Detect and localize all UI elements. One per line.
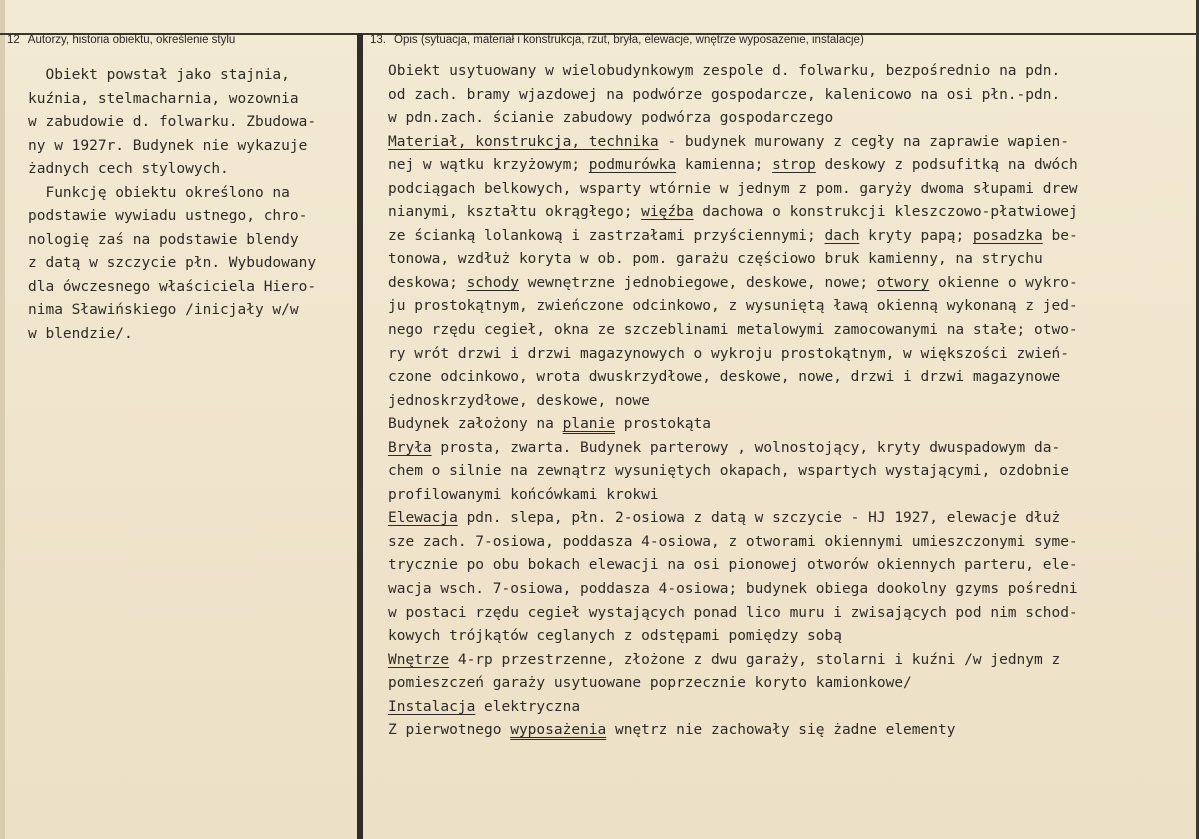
- section-title: Autorzy, historia obiektu, określenie stylu: [27, 34, 236, 46]
- text-segment: pomieszczeń garaży usytuowane poprzecznie koryto kamionkowe/: [388, 675, 912, 692]
- text-segment: nianymi, kształtu okrągłego;: [388, 204, 642, 221]
- text-line: [388, 295, 1196, 319]
- underlined-term: strop: [772, 157, 816, 174]
- text-line: dla ówczesnego właściciela Hiero-: [28, 278, 317, 295]
- text-segment: czone odcinkowo, wrota dwuskrzydłowe, deskowe, nowe, drzwi i drzwi magazynowe: [388, 369, 1061, 386]
- text-line: [388, 507, 1196, 531]
- text-line: [388, 225, 1196, 249]
- text-segment: profilowanymi końcówkami krokwi: [388, 486, 659, 503]
- text-segment: chem o silnie na zewnątrz wysuniętych okapach, wspartych wystającymi, ozdobnie: [388, 463, 1069, 480]
- underlined-term: Materiał, konstrukcja, technika: [388, 133, 659, 150]
- text-segment: od zach. bramy wjazdowej na podwórze gospodarcze, kalenicowo na osi płn.-pdn.: [388, 86, 1061, 103]
- text-line: [388, 201, 1196, 225]
- column-divider: [357, 33, 363, 839]
- text-segment: wacja wsch. 7-osiowa, poddasza 4-osiowa; budynek obiega dookolny gzyms pośredni: [388, 581, 1078, 598]
- text-line: nologię zaś na podstawie blendy: [28, 231, 299, 248]
- text-line: [388, 154, 1196, 178]
- text-line: [388, 460, 1196, 484]
- text-line: [388, 107, 1196, 131]
- text-line: [388, 554, 1196, 578]
- underlined-term: Wnętrze: [388, 651, 450, 668]
- text-line: [388, 343, 1196, 367]
- text-segment: okienne o wykro-: [929, 274, 1078, 291]
- text-segment: kryty papą;: [859, 227, 973, 244]
- double-underlined-term: wyposażenia: [510, 722, 607, 739]
- text-line: [388, 602, 1196, 626]
- text-line: żadnych cech stylowych.: [28, 161, 229, 178]
- text-line: [388, 672, 1196, 696]
- text-segment: be-: [1042, 227, 1078, 244]
- text-segment: w pdn.zach. ścianie zabudowy podwórza gospodarczego: [388, 110, 834, 127]
- text-segment: tonowa, wzdłuż koryta w ob. pom. garażu częściowo bruk kamienny, na strychu: [388, 251, 1043, 268]
- text-segment: podciągach belkowych, wsparty wtórnie w jednym z pom. garyży dwoma słupami drew: [388, 180, 1078, 197]
- underlined-term: schody: [466, 274, 519, 291]
- text-line: [388, 578, 1196, 602]
- underlined-term: podmurówka: [588, 157, 677, 174]
- text-line: [388, 178, 1196, 202]
- text-line: w blendzie/.: [28, 326, 133, 343]
- text-line: w zabudowie d. folwarku. Zbudowa-: [28, 114, 317, 131]
- text-segment: prosta, zwarta. Budynek parterowy , wolnostojący, kryty dwuspadowym da-: [431, 439, 1061, 456]
- history-text: [28, 64, 356, 347]
- text-segment: jednoskrzydłowe, deskowe, nowe: [388, 392, 650, 409]
- section-13-header: [370, 34, 864, 46]
- text-segment: pdn. slepa, płn. 2-osiowa z datą w szczycie - HJ 1927, elewacje dłuż: [457, 510, 1061, 527]
- text-segment: kowych trójkątów ceglanych z odstępami pomiędzy sobą: [388, 628, 842, 645]
- text-segment: prostokąta: [615, 416, 712, 433]
- text-segment: w postaci rzędu cegieł wystających ponad lico muru i zwisających pod nim schod-: [388, 604, 1078, 621]
- text-line: [388, 319, 1196, 343]
- text-line: Funkcję obiektu określono na: [28, 184, 290, 201]
- text-segment: kamienna;: [676, 157, 773, 174]
- text-segment: Budynek założony na: [388, 416, 563, 433]
- text-segment: ze ścianką lolankową i zastrzałami przyściennymi;: [388, 227, 825, 244]
- text-segment: Z pierwotnego: [388, 722, 511, 739]
- text-line: [388, 366, 1196, 390]
- text-line: [388, 437, 1196, 461]
- text-line: [388, 484, 1196, 508]
- text-segment: wewnętrzne jednobiegowe, deskowe, nowe;: [518, 274, 877, 291]
- text-line: z datą w szczycie płn. Wybudowany: [28, 255, 317, 272]
- text-line: [388, 131, 1196, 155]
- text-line: [388, 531, 1196, 555]
- text-line: [388, 625, 1196, 649]
- text-line: Obiekt powstał jako stajnia,: [28, 67, 290, 83]
- text-segment: dachowa o konstrukcji kleszczowo-płatwiowej: [693, 204, 1078, 221]
- text-line: [388, 696, 1196, 720]
- text-segment: sze zach. 7-osiowa, poddasza 4-osiowa, z otworami okiennymi umieszczonymi syme-: [388, 533, 1078, 550]
- text-segment: nej w wątku krzyżowym;: [388, 157, 589, 174]
- text-segment: deskowy z podsufitką na dwóch: [815, 157, 1078, 174]
- underlined-term: posadzka: [972, 227, 1043, 244]
- underlined-term: Elewacja: [388, 510, 458, 527]
- text-line: [388, 390, 1196, 414]
- underlined-term: otwory: [876, 274, 930, 291]
- text-line: [388, 84, 1196, 108]
- description-text: [388, 60, 1196, 743]
- text-line: [388, 272, 1196, 296]
- double-underlined-term: planie: [562, 416, 615, 433]
- text-line: [388, 719, 1196, 743]
- section-number: 12: [7, 34, 20, 46]
- underlined-term: Bryła: [388, 439, 432, 456]
- text-line: ny w 1927r. Budynek nie wykazuje: [28, 137, 308, 154]
- text-line: [388, 248, 1196, 272]
- text-line: podstawie wywiadu ustnego, chro-: [28, 208, 308, 225]
- text-segment: 4-rp przestrzenne, złożone z dwu garaży, stolarni i kuźni /w jednym z: [449, 651, 1061, 668]
- underlined-term: Instalacja: [388, 698, 476, 715]
- text-line: [388, 60, 1196, 84]
- card-edge: [0, 0, 5, 839]
- underlined-term: więźba: [641, 204, 694, 221]
- text-segment: - budynek murowany z cegły na zaprawie wapien-: [658, 133, 1069, 150]
- underlined-term: dach: [824, 227, 860, 244]
- text-line: [388, 649, 1196, 673]
- section-number: 13.: [370, 34, 386, 46]
- text-segment: wnętrz nie zachowały się żadne elementy: [606, 722, 956, 739]
- text-line: nima Sławińskiego /inicjały w/w: [28, 302, 299, 319]
- text-segment: trycznie po obu bokach elewacji na osi pionowej otworów okiennych parteru, ele-: [388, 557, 1078, 574]
- text-segment: Obiekt usytuowany w wielobudynkowym zespole d. folwarku, bezpośrednio na pdn.: [388, 63, 1061, 79]
- text-segment: elektryczna: [475, 698, 581, 715]
- section-title: Opis (sytuacja, materiał i konstrukcja, rzut, bryła, elewacje, wnętrze wyposażenie, instalacje): [394, 34, 864, 46]
- text-segment: deskowa;: [388, 274, 467, 291]
- text-line: kuźnia, stelmacharnia, wozownia: [28, 90, 299, 107]
- text-segment: ju prostokątnym, zwieńczone odcinkowo, z wysuniętą ławą okienną wykonaną z jed-: [388, 298, 1078, 315]
- text-line: [388, 413, 1196, 437]
- section-12-header: [7, 34, 235, 46]
- text-segment: ry wrót drzwi i drzwi magazynowych o wykroju prostokątnym, w większości zwień-: [388, 345, 1069, 362]
- text-segment: nego rzędu cegieł, okna ze szczeblinami metalowymi zamocowanymi na stałe; otwo-: [388, 322, 1078, 339]
